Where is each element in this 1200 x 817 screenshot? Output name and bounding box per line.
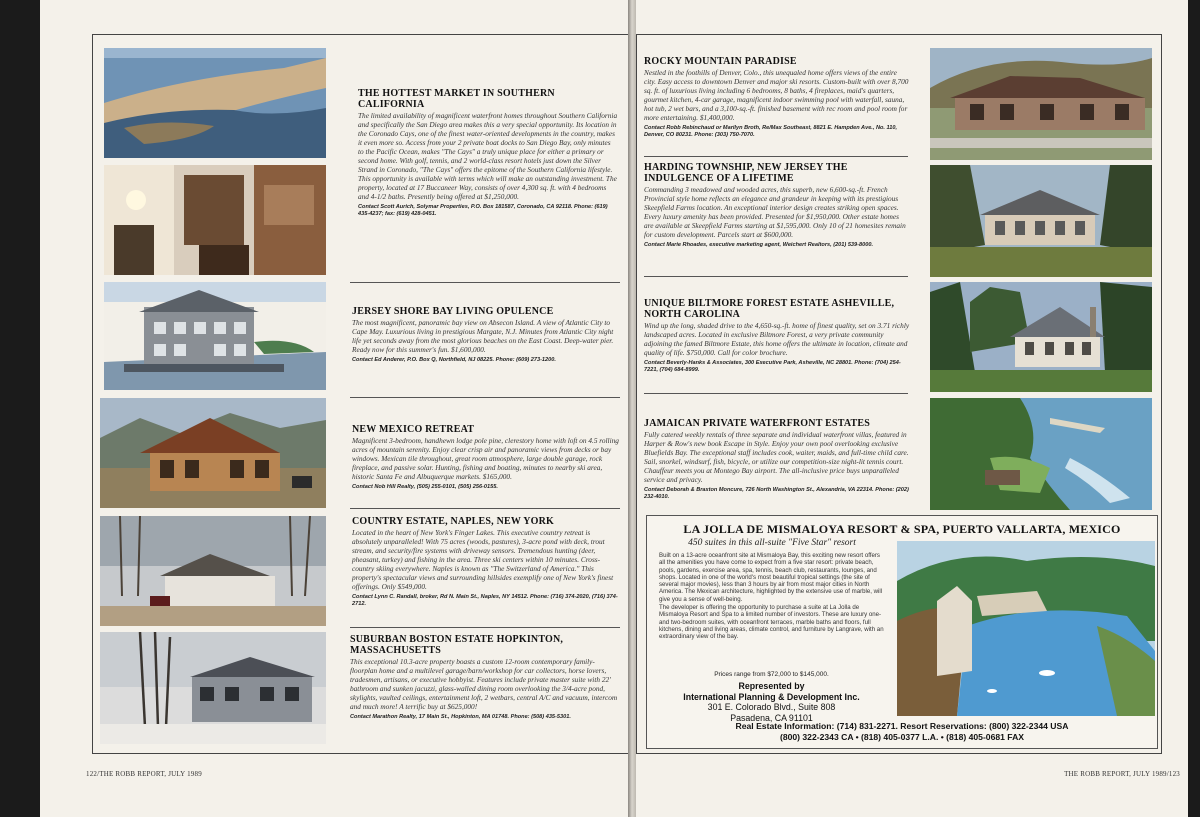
listing-contact: Contact Lynn C. Randall, broker, Rd N. Main St., Naples, NY 14512. Phone: (716) 374-2020, (716) 374-2712. xyxy=(352,594,618,607)
ad-rep-city: Pasadena, CA 91101 xyxy=(730,712,813,723)
listing-title: THE HOTTEST MARKET IN SOUTHERN CALIFORNIA xyxy=(358,88,555,110)
listing-body: Commanding 3 meadowed and wooded acres, this superb, new 6,600-sq.-ft. French Provincial style home reflects an elegance and grandeur in keeping with its prestigious Skeepfield Farms location. An exceptional interior design creates striking open spaces. Every luxury amenity has been provided. Presented for $1,950,000. Other estate homes are available at Skeepfield Farms starting at $1,595,000. Only 10 of 21 homesites remain for custom development. Parcels start at $600,000. xyxy=(644,185,906,239)
ad-rep-label: Represented by xyxy=(738,681,805,691)
listing-southern-california xyxy=(358,88,618,218)
listing-body: Located in the heart of New York's Finger Lakes. This executive country retreat is absolutely unparalleled! With 75 acres (woods, pastures), 3-acre pond with deck, trout stream, and security/fire systems with driveway sensors. Tremendous hunting (deer, pheasant, turkey) and fishing in the area. Three ski centers within 10 minutes. Cross-country skiing everywhere. Naples is known as "The Switzerland of America." This property's spectacular views and surrounding hillsides exemplify one of New York's finest offerings. Only $549,000. xyxy=(352,528,614,591)
photo-biltmore-estate xyxy=(930,282,1152,392)
ad-body-paragraph: Built on a 13-acre oceanfront site at Mismaloya Bay, this exciting new resort offers all the amenities you have come to expect from a five star resort: private beach, pools, gardens, exercise area, spa, tennis, beach club, restaurants, lounges, and shops. Located in one of the world's most beautiful tropical settings (the site of several major movies), less than 3 hours by air from most major cities in North America. The Mexican architecture, highlighted by the extensive use of marble, will give you a sense of well-being. xyxy=(659,552,883,603)
photo-coronado-aerial xyxy=(104,48,326,158)
listing-contact: Contact Marie Rhoades, executive marketing agent, Weichert Realtors, (201) 539-8000. xyxy=(644,242,874,248)
listing-contact: Contact Beverly-Hanks & Associates, 300 Executive Park, Asheville, NC 28801. Phone: (704) 254-7221, (704) 684-8999. xyxy=(644,360,901,373)
left-page xyxy=(40,0,630,817)
ad-representative xyxy=(659,681,884,723)
listing-harding-township xyxy=(644,162,910,249)
listing-title: JERSEY SHORE BAY LIVING OPULENCE xyxy=(352,306,554,317)
ad-footer xyxy=(647,721,1157,742)
photo-jamaican-villas xyxy=(930,398,1152,510)
listing-body: Magnificent 3-bedroom, handhewn lodge pole pine, clerestory home with loft on 4.5 rolling acres of mountain serenity. Enjoy clear crisp air and panoramic views from decks or bay windows. Mexican tile throughout, great room atmosphere, large double garage, rock fireplace, and passive solar. Hunting, fishing and boating, minutes to nearby ski area, historic Santa Fe and Albuquerque markets. $165,000. xyxy=(352,436,619,481)
photo-harding-township-home xyxy=(930,165,1152,277)
photo-hopkinton-estate xyxy=(100,632,326,744)
listing-contact: Contact Marathon Realty, 17 Main St., Hopkinton, MA 01748. Phone: (508) 435-5301. xyxy=(350,714,571,720)
listing-body: Nestled in the foothills of Denver, Colo., this unequaled home offers views of the entire city. Easy access to downtown Denver and major ski resorts. Custom-built with over 8,700 sq. ft. of luxurious living including 6 bedrooms, 8 baths, 4 fireplaces, maid's quarters, gourmet kitchen, 4-car garage, magnificent indoor swimming pool with waterfall, sauna, hot tub, 2 wet bars, and a 3,100-sq.-ft. finished basement with rec room and pool room for more entertaining. $1,400,000. xyxy=(644,68,909,122)
listing-jersey-shore xyxy=(352,306,620,364)
ad-resort-illustration xyxy=(897,541,1155,716)
ad-prices: Prices range from $72,000 to $145,000. xyxy=(714,671,829,678)
ad-title: LA JOLLA DE MISMALOYA RESORT & SPA, PUERTO VALLARTA, MEXICO xyxy=(683,522,1121,536)
listing-title: COUNTRY ESTATE, NAPLES, NEW YORK xyxy=(352,516,555,527)
listing-contact: Contact Deborah & Braxton Moncure, 726 North Washington St., Alexandria, VA 22314. Phone: (202) 232-4010. xyxy=(644,487,909,500)
ad-body xyxy=(659,552,884,642)
listing-title: SUBURBAN BOSTON ESTATE HOPKINTON, MASSACHUSETTS xyxy=(350,634,564,656)
ad-body-paragraph: The developer is offering the opportunity to purchase a suite at La Jolla de Mismaloya Resort and Spa to a limited number of investors. These are luxury one- and two-bedroom suites, with oceanfront terraces, marble baths and floors, full kitchens, dining and living areas, climate control, and furniture by Langrave, with an extraordinary view of the bay. xyxy=(659,604,884,641)
listing-title: HARDING TOWNSHIP, NEW JERSEY THE INDULGENCE OF A LIFETIME xyxy=(644,162,848,184)
listing-title: UNIQUE BILTMORE FOREST ESTATE ASHEVILLE, NORTH CAROLINA xyxy=(644,298,895,320)
listing-body: The most magnificent, panoramic bay view on Absecon Island. A view of Atlantic City to Cape May. Luxurious living in prestigious Margate, N.J. Minutes from Atlantic City night life yet seconds away from the most glorious beaches on the East Coast. Deep-water pier. Ready now for this summer's fun. $1,600,000. xyxy=(352,318,614,354)
photo-coronado-interior xyxy=(104,165,326,275)
listing-title: JAMAICAN PRIVATE WATERFRONT ESTATES xyxy=(644,418,871,429)
divider-rule xyxy=(350,397,620,398)
listing-naples xyxy=(352,516,620,608)
photo-naples-estate xyxy=(100,516,326,626)
photo-rocky-mountain-home xyxy=(930,48,1152,160)
photo-jersey-shore-house xyxy=(104,282,326,390)
ad-subtitle: 450 suites in this all-suite "Five Star" resort xyxy=(688,538,856,548)
listing-contact: Contact Robb Rebinchaud or Marilyn Broth, Re/Max Southeast, 8821 E. Hampden Ave., No. 110, Denver, CO 80231. Phone: (303) 750-7070. xyxy=(644,125,898,138)
listing-title: ROCKY MOUNTAIN PARADISE xyxy=(644,56,797,67)
divider-rule xyxy=(644,276,908,277)
listing-body: Wind up the long, shaded drive to the 4,650-sq.-ft. home of finest quality, set on 3.71 richly landscaped acres. Located in exclusive Biltmore Forest, a very private community adjoining the famed Biltmore Estate, this home offers the ultimate in location, climate and quality of life. $750,000. Call for color brochure. xyxy=(644,321,910,357)
page-folio: 122/THE ROBB REPORT, JULY 1989 xyxy=(86,770,202,778)
right-page xyxy=(636,0,1188,817)
listing-body: Fully catered weekly rentals of three separate and individual waterfront villas, featured in Harper & Row's new book Escape in Style. Enjoy your own pool overlooking exclusive Bluefields Bay. The exceptional staff includes cook, waiter, maids, and full-time child care. Sail, snorkel, windsurf, fish, bicycle, or utilize our competition-size night-lit tennis court. Chauffeur meets you at Montego Bay airport. The all-inclusive price buys unparalleled service and privacy. xyxy=(644,430,909,484)
listing-hopkinton xyxy=(350,634,620,721)
la-jolla-advertisement xyxy=(646,515,1158,749)
listing-new-mexico xyxy=(352,424,620,491)
photo-new-mexico-lodge xyxy=(100,398,326,508)
ad-footer-line: (800) 322-2343 CA • (818) 405-0377 L.A. • (818) 405-0681 FAX xyxy=(779,731,1025,742)
ad-rep-address: 301 E. Colorado Blvd., Suite 808 xyxy=(707,702,836,712)
page-folio: THE ROBB REPORT, JULY 1989/123 xyxy=(1064,770,1180,778)
listing-title: NEW MEXICO RETREAT xyxy=(352,424,475,435)
listing-contact: Contact Ed Anderer, P.O. Box Q, Northfield, NJ 08225. Phone: (609) 273-1200. xyxy=(352,357,556,363)
listing-body: The limited availability of magnificent waterfront homes throughout Southern California and specifically the San Diego area makes this a very special opportunity. Its location in the Coronado Cays, one of the finest water-oriented developments in the country, makes it even more so. Access from your 2 private boat docks to San Diego Bay, only minutes to the Pacific Ocean, makes "The Cays" a truly unique place for either a primary or second home. With golf, tennis, and 2 world-class resort hotels just down the Silver Strand in Coronado, "The Cays" offers the epitome of the Southern California lifestyle. This opportunity is available with terms which will make an outstanding investment. The property, located at 17 Buccaneer Way, consists of over 4,300 sq. ft. with 4 bedrooms and 4-1/2 baths. Presently being offered at $1,250,000. xyxy=(358,111,618,201)
divider-rule xyxy=(350,508,620,509)
listing-biltmore-forest xyxy=(644,298,910,374)
listing-body: This exceptional 10.3-acre property boasts a custom 12-room contemporary family-floorplan home and a multilevel garage/barn/workshop for car collectors, horse lovers, tradesmen, artisans, or executive hobbyist. Features include private master suite with 22' bathroom and sunken jacuzzi, glass-walled dining room overlooking the 3/4-acre pond, skylights, vaulted ceilings, entertainment loft, 2 wetbars, central A/C and vacuum, intercom and much more! A terrific buy at $625,000! xyxy=(350,657,618,711)
divider-rule xyxy=(644,156,908,157)
ad-footer-line: Real Estate Information: (714) 831-2271. Resort Reservations: (800) 322-2344 USA xyxy=(735,721,1069,731)
divider-rule xyxy=(350,282,620,283)
ad-rep-company: International Planning & Development Inc. xyxy=(683,691,860,702)
listing-contact: Contact Nob Hill Realty, (505) 255-0101, (505) 256-0155. xyxy=(352,484,498,490)
listing-jamaican-estates xyxy=(644,418,910,501)
listing-rocky-mountain xyxy=(644,56,910,139)
divider-rule xyxy=(350,627,620,628)
listing-contact: Contact Scott Aurich, Solymar Properties, P.O. Box 181587, Coronado, CA 92118. Phone: (619) 435-4237; fax: (619) 428-0451. xyxy=(358,204,608,217)
divider-rule xyxy=(644,393,908,394)
